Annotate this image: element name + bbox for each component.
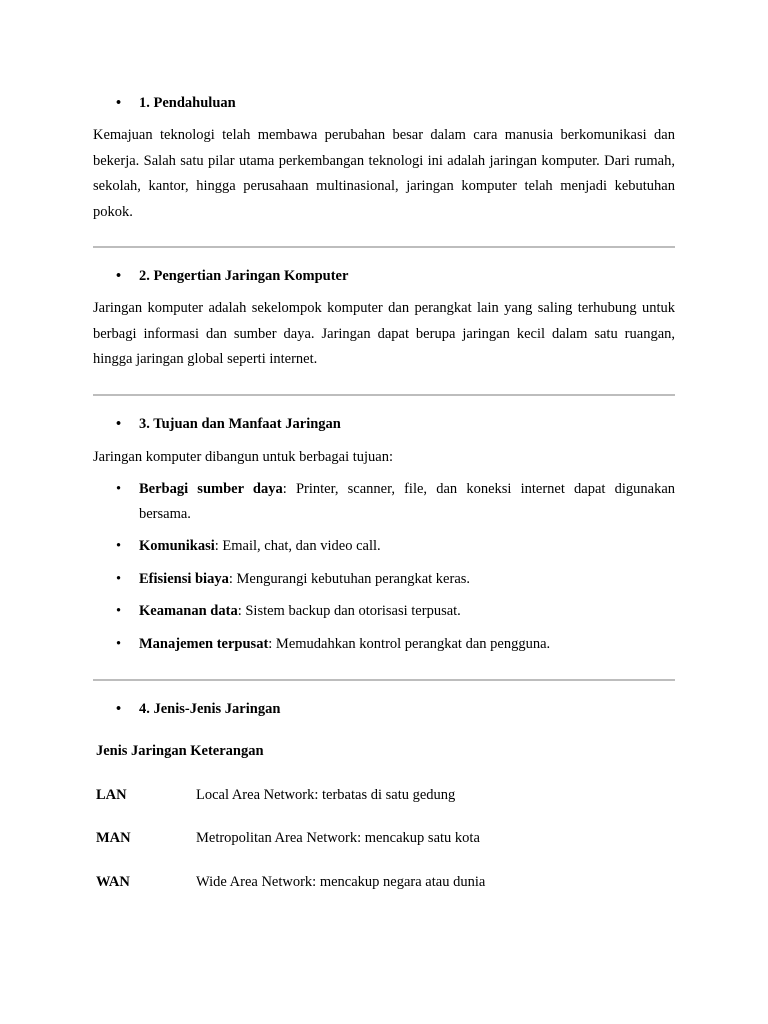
list-item-desc: : Sistem backup dan otorisasi terpusat. xyxy=(237,603,461,619)
list-item-desc: : Email, chat, dan video call. xyxy=(214,538,381,554)
list-item xyxy=(116,599,675,624)
list-item xyxy=(116,567,675,592)
section-heading-text: 4. Jenis-Jenis Jaringan xyxy=(139,701,281,717)
list-item-desc: : Mengurangi kebutuhan perangkat keras. xyxy=(228,571,471,587)
section-paragraph: Jaringan komputer adalah sekelompok komputer dan perangkat lain yang saling terhubung untuk berbagi informasi dan sumber daya. Jaringan dapat berupa jaringan kecil dalam satu ruangan, hingga jaringan global seperti internet. xyxy=(93,300,675,367)
section-paragraph: Kemajuan teknologi telah membawa perubahan besar dalam cara manusia berkomunikasi dan bekerja. Salah satu pilar utama perkembangan teknologi ini adalah jaringan komputer. Dari rumah, sekolah, kantor, hingga perusahaan multinasional, jaringan komputer telah menjadi kebutuhan pokok. xyxy=(93,127,675,220)
list-item-term: Manajemen terpusat xyxy=(139,636,269,652)
list-item-desc: : Memudahkan kontrol perangkat dan pengguna. xyxy=(268,636,551,652)
bullet-icon: • xyxy=(116,538,122,554)
list-item-term: Keamanan data xyxy=(139,603,238,619)
list-item xyxy=(116,534,675,559)
section-heading-text: 3. Tujuan dan Manfaat Jaringan xyxy=(139,416,341,432)
section-heading-text: 2. Pengertian Jaringan Komputer xyxy=(139,268,349,284)
section-heading-text: 1. Pendahuluan xyxy=(139,95,236,111)
bullet-icon: • xyxy=(116,603,122,619)
bullet-icon: • xyxy=(116,95,122,111)
list-item xyxy=(116,477,675,527)
table-cell-type: WAN xyxy=(96,874,130,890)
bullet-icon: • xyxy=(116,481,122,497)
bullet-icon: • xyxy=(116,636,122,652)
table-cell-desc: Wide Area Network: mencakup negara atau dunia xyxy=(196,874,486,890)
section-divider xyxy=(93,679,675,681)
list-item-term: Komunikasi xyxy=(139,538,215,554)
bullet-icon: • xyxy=(116,701,122,717)
table-cell-type: MAN xyxy=(96,830,131,846)
section-divider xyxy=(93,246,675,248)
list-item xyxy=(116,632,675,657)
list-item-term: Berbagi sumber daya xyxy=(139,481,283,497)
section-paragraph: Jaringan komputer dibangun untuk berbagai tujuan: xyxy=(93,449,393,465)
table-cell-type: LAN xyxy=(96,787,127,803)
table-cell-desc: Metropolitan Area Network: mencakup satu kota xyxy=(196,830,480,846)
bullet-icon: • xyxy=(116,268,122,284)
bullet-icon: • xyxy=(116,571,122,587)
list-item-desc: : Printer, scanner, file, dan koneksi internet dapat digunakan bersama. xyxy=(139,481,675,522)
section-heading-pengertian xyxy=(116,266,348,286)
table-cell-desc: Local Area Network: terbatas di satu gedung xyxy=(196,787,456,803)
section-divider xyxy=(93,394,675,396)
list-item-term: Efisiensi biaya xyxy=(139,571,229,587)
table-header: Jenis Jaringan Keterangan xyxy=(96,743,264,759)
section-heading-pendahuluan xyxy=(116,93,236,113)
bullet-icon: • xyxy=(116,416,122,432)
section-heading-tujuan xyxy=(116,414,341,434)
section-heading-jenis xyxy=(116,699,280,719)
